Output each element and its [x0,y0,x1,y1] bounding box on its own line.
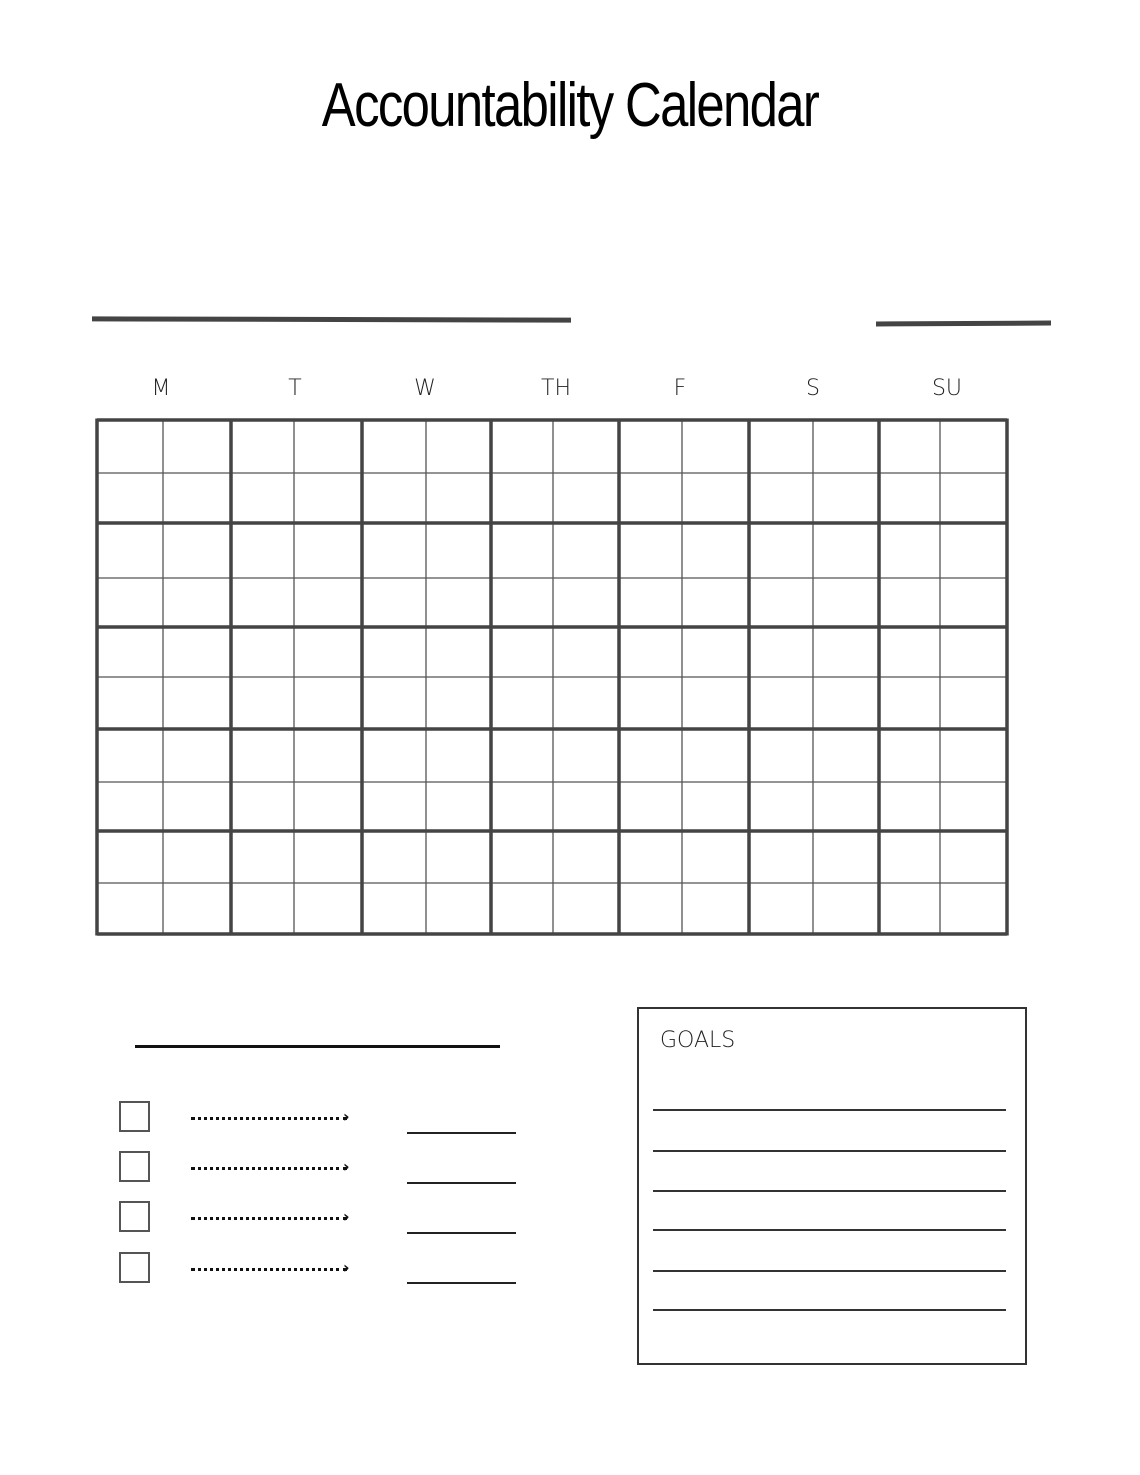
goal-line[interactable] [653,1109,1006,1111]
day-label: W [414,376,436,401]
checkbox[interactable] [119,1101,150,1132]
goal-line[interactable] [653,1309,1006,1311]
dotted-arrow-line [191,1268,347,1271]
day-label: TH [541,376,571,401]
dotted-arrow-line [191,1117,347,1120]
goal-line[interactable] [653,1150,1006,1152]
day-label: F [673,376,687,401]
arrow-right-icon: › [343,1258,350,1277]
page-title: Accountability Calendar [321,71,819,140]
day-label: T [288,376,302,401]
tracker-heading-line[interactable] [135,1045,500,1048]
checkbox[interactable] [119,1151,150,1182]
checkbox[interactable] [119,1252,150,1283]
answer-line[interactable] [407,1232,516,1234]
day-label: S [806,376,820,401]
dotted-arrow-line [191,1217,347,1220]
answer-line[interactable] [407,1132,516,1134]
checkbox[interactable] [119,1201,150,1232]
dotted-arrow-line [191,1167,347,1170]
goal-line[interactable] [653,1190,1006,1192]
day-label: M [151,376,171,401]
answer-line[interactable] [407,1182,516,1184]
answer-line[interactable] [407,1282,516,1284]
goal-line[interactable] [653,1229,1006,1231]
arrow-right-icon: › [343,1107,350,1126]
goals-label: GOALS [660,1028,736,1053]
goals-box [637,1007,1027,1365]
goal-line[interactable] [653,1270,1006,1272]
day-label: SU [931,376,963,401]
arrow-right-icon: › [343,1207,350,1226]
arrow-right-icon: › [343,1157,350,1176]
